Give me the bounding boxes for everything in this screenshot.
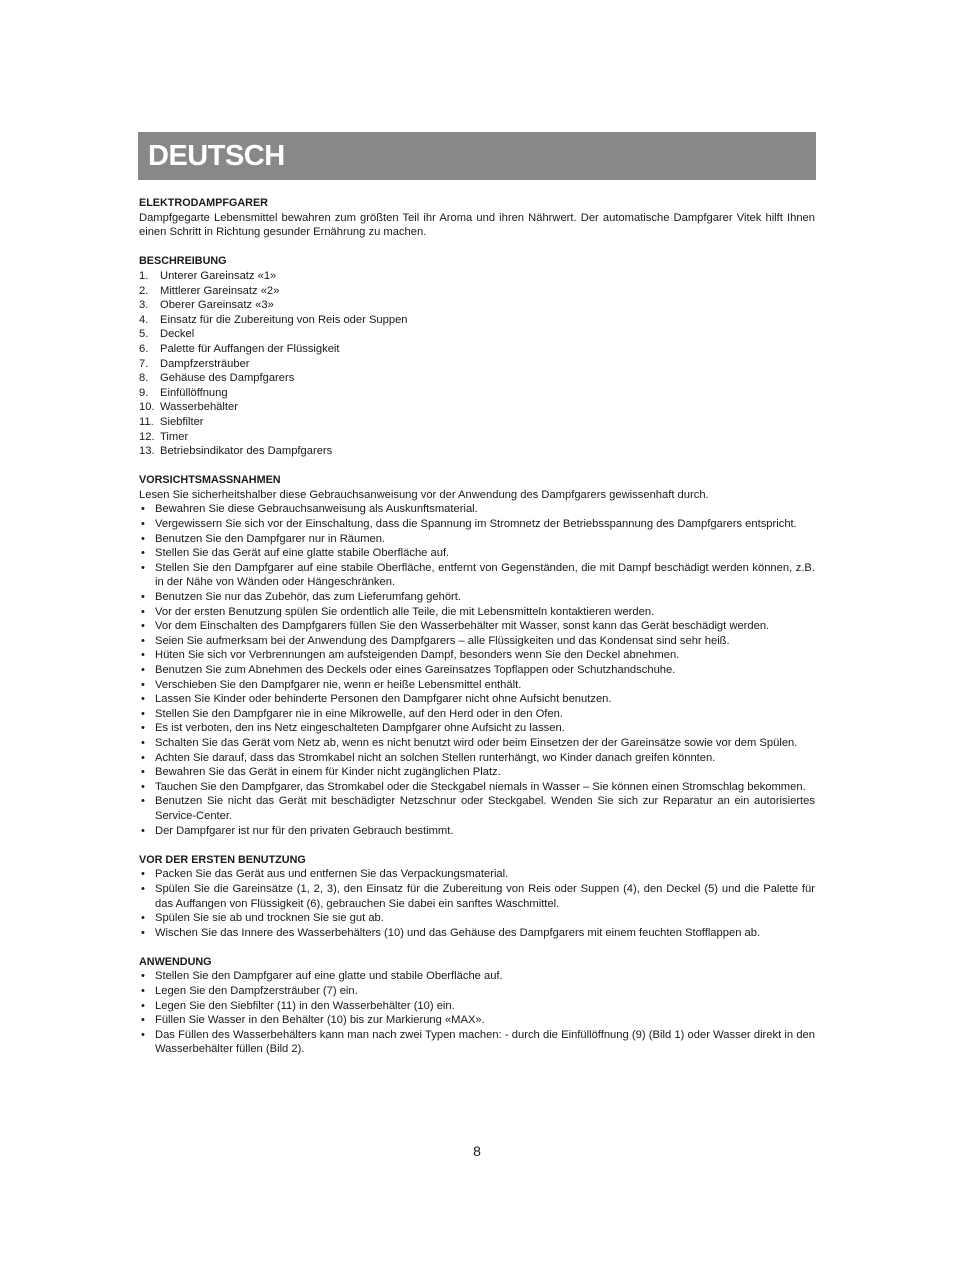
- bullet-icon: •: [141, 591, 145, 604]
- section-heading: VORSICHTSMASSNAHMEN: [139, 474, 281, 487]
- bullet-icon: •: [141, 678, 145, 691]
- item-text: Bewahren Sie das Gerät in einem für Kinder nicht zugänglichen Platz.: [155, 766, 501, 779]
- page-number: 8: [473, 1143, 481, 1159]
- bullet-icon: •: [141, 912, 145, 925]
- bullet-icon: •: [141, 693, 145, 706]
- list-item: [139, 517, 815, 532]
- section-heading: BESCHREIBUNG: [139, 255, 227, 268]
- item-text: Vergewissern Sie sich vor der Einschaltung, dass die Spannung im Stromnetz der Betriebsspannung des Dampfgarers entspricht.: [155, 518, 797, 531]
- list-item: [139, 969, 815, 984]
- list-item: [139, 342, 815, 357]
- list-item: [139, 269, 815, 284]
- item-text: Benutzen Sie nicht das Gerät mit beschädigter Netzschnur oder Steckgabel. Wenden Sie sich zur Reparatur an ein autorisiertes Service-Center.: [155, 795, 815, 822]
- list-item: [139, 882, 815, 911]
- item-number: 9.: [139, 386, 149, 399]
- item-text: Benutzen Sie zum Abnehmen des Deckels oder eines Gareinsatzes Topflappen oder Schutzhandschuhe.: [155, 664, 676, 676]
- item-text: Das Füllen des Wasserbehälters kann man nach zwei Typen machen: - durch die Einfüllöffnung (9) (Bild 1) oder Wasser direkt in den Wasserbehälter füllen (Bild 2).: [155, 1028, 815, 1056]
- item-text: Füllen Sie Wasser in den Behälter (10) bis zur Markierung «MAX».: [155, 1014, 485, 1027]
- bullet-icon: •: [141, 634, 145, 647]
- item-text: Legen Sie den Dampfzersträuber (7) ein.: [155, 985, 358, 998]
- list-item: [139, 357, 815, 372]
- list-item: [139, 327, 815, 342]
- item-text: Timer: [160, 430, 189, 443]
- item-text: Packen Sie das Gerät aus und entfernen Sie das Verpackungsmaterial.: [155, 868, 509, 881]
- item-text: Wasserbehälter: [160, 401, 238, 414]
- item-text: Benutzen Sie nur das Zubehör, das zum Lieferumfang gehört.: [155, 591, 461, 604]
- item-text: Vor der ersten Benutzung spülen Sie ordentlich alle Teile, die mit Lebensmitteln kontaktieren werden.: [155, 605, 655, 618]
- bullet-icon: •: [141, 503, 145, 516]
- list-item: [139, 313, 815, 328]
- bullet-icon: •: [141, 1028, 145, 1041]
- list-item: [139, 663, 815, 678]
- item-number: 4.: [139, 313, 149, 326]
- list-item: [139, 926, 815, 941]
- item-text: Achten Sie darauf, dass das Stromkabel nicht an solchen Stellen runterhängt, wo Kinder danach greifen könnten.: [155, 751, 716, 764]
- item-text: Vor dem Einschalten des Dampfgarers füllen Sie den Wasserbehälter mit Wasser, sonst kann das Gerät beschädigt werden.: [155, 620, 770, 633]
- list-item: [139, 415, 815, 430]
- list-item: [139, 794, 815, 823]
- item-text: Stellen Sie den Dampfgarer nie in eine Mikrowelle, auf den Herd oder in den Ofen.: [155, 707, 563, 720]
- bullet-icon: •: [141, 707, 145, 720]
- bullet-icon: •: [141, 561, 145, 574]
- list-item: [139, 721, 815, 736]
- bullet-icon: •: [141, 780, 145, 793]
- list-item: [139, 284, 815, 299]
- list-item: [139, 634, 815, 649]
- list-item: [139, 1028, 815, 1057]
- item-number: 10.: [139, 401, 155, 414]
- item-text: Es ist verboten, den ins Netz eingeschalteten Dampfgarer ohne Aufsicht zu lassen.: [155, 722, 565, 735]
- item-text: Stellen Sie das Gerät auf eine glatte stabile Oberfläche auf.: [155, 547, 450, 560]
- item-text: Unterer Gareinsatz «1»: [160, 269, 277, 282]
- bullet-icon: •: [141, 518, 145, 531]
- list-item: [139, 590, 815, 605]
- bullet-icon: •: [141, 926, 145, 939]
- list-item: [139, 678, 815, 693]
- first-use-list: [139, 867, 815, 940]
- item-text: Hüten Sie sich vor Verbrennungen am aufsteigenden Dampf, besonders wenn Sie den Deckel abnehmen.: [155, 649, 680, 662]
- item-text: Der Dampfgarer ist nur für den privaten Gebrauch bestimmt.: [155, 824, 454, 837]
- content-body: [139, 196, 815, 1072]
- list-item: [139, 765, 815, 780]
- list-item: [139, 619, 815, 634]
- bullet-icon: •: [141, 824, 145, 837]
- item-text: Betriebsindikator des Dampfgarers: [160, 445, 333, 458]
- item-number: 13.: [139, 445, 155, 458]
- item-number: 7.: [139, 357, 149, 370]
- list-item: [139, 532, 815, 547]
- bullet-icon: •: [141, 664, 145, 676]
- list-item: [139, 911, 815, 926]
- item-number: 8.: [139, 372, 149, 385]
- list-item: [139, 751, 815, 766]
- list-item: [139, 386, 815, 401]
- bullet-icon: •: [141, 999, 145, 1012]
- item-number: 5.: [139, 328, 149, 341]
- item-number: 6.: [139, 342, 149, 355]
- bullet-icon: •: [141, 766, 145, 779]
- item-text: Gehäuse des Dampfgarers: [160, 372, 295, 385]
- item-number: 11.: [139, 415, 154, 428]
- list-item: [139, 546, 815, 561]
- section-usage: [139, 955, 815, 1057]
- item-text: Stellen Sie den Dampfgarer auf eine stabile Oberfläche, entfernt von Gegenständen, die mit Dampf beschädigt werden können, z.B. in der Nähe von Wänden oder Hängeschränken.: [155, 561, 815, 589]
- item-text: Palette für Auffangen der Flüssigkeit: [160, 342, 340, 355]
- bullet-icon: •: [141, 970, 145, 983]
- item-text: Spülen Sie sie ab und trocknen Sie sie gut ab.: [155, 912, 384, 925]
- item-text: Seien Sie aufmerksam bei der Anwendung des Dampfgarers – alle Flüssigkeiten und das Kondensat sind sehr heiß.: [155, 634, 730, 647]
- item-number: 12.: [139, 430, 155, 443]
- parts-list: [139, 269, 815, 459]
- item-text: Bewahren Sie diese Gebrauchsanweisung als Auskunftsmaterial.: [155, 503, 478, 516]
- bullet-icon: •: [141, 722, 145, 735]
- list-item: [139, 502, 815, 517]
- page-title: DEUTSCH: [148, 140, 285, 172]
- precautions-list: [139, 502, 815, 838]
- item-text: Siebfilter: [160, 415, 204, 428]
- intro-paragraph: Dampfgegarte Lebensmittel bewahren zum größten Teil ihr Aroma und ihren Nährwert. Der automatische Dampfgarer Vitek hilft Ihnen einen Schritt in Richtung gesunder Ernährung zu machen.: [139, 211, 815, 239]
- item-text: Einfüllöffnung: [160, 386, 228, 399]
- item-text: Tauchen Sie den Dampfgarer, das Stromkabel oder die Steckgabel niemals in Wasser – Sie können einen Stromschlag bekommen.: [155, 780, 806, 793]
- bullet-icon: •: [141, 736, 145, 749]
- section-heading: ANWENDUNG: [139, 955, 212, 968]
- bullet-icon: •: [141, 620, 145, 633]
- item-text: Stellen Sie den Dampfgarer auf eine glatte und stabile Oberfläche auf.: [155, 970, 503, 983]
- bullet-icon: •: [141, 985, 145, 998]
- usage-list: [139, 969, 815, 1057]
- item-text: Einsatz für die Zubereitung von Reis oder Suppen: [160, 313, 408, 326]
- list-item: [139, 605, 815, 620]
- bullet-icon: •: [141, 882, 145, 895]
- item-text: Oberer Gareinsatz «3»: [160, 299, 274, 312]
- item-text: Schalten Sie das Gerät vom Netz ab, wenn es nicht benutzt wird oder beim Einsetzen der der Gareinsätze sowie vor dem Spülen.: [155, 736, 798, 749]
- list-item: [139, 444, 815, 459]
- list-item: [139, 780, 815, 795]
- item-number: 1.: [139, 269, 149, 282]
- item-text: Lassen Sie Kinder oder behinderte Personen den Dampfgarer nicht ohne Aufsicht benutzen.: [155, 693, 612, 706]
- section-heading: ELEKTRODAMPFGARER: [139, 197, 268, 209]
- item-text: Legen Sie den Siebfilter (11) in den Wasserbehälter (10) ein.: [155, 999, 455, 1012]
- list-item: [139, 707, 815, 722]
- list-item: [139, 824, 815, 839]
- list-item: [139, 371, 815, 386]
- list-item: [139, 298, 815, 313]
- bullet-icon: •: [141, 649, 145, 662]
- bullet-icon: •: [141, 868, 145, 881]
- list-item: [139, 1013, 815, 1028]
- section-first-use: [139, 853, 815, 941]
- bullet-icon: •: [141, 751, 145, 764]
- section-intro: [139, 196, 815, 240]
- list-item: [139, 867, 815, 882]
- bullet-icon: •: [141, 1014, 145, 1027]
- item-text: Wischen Sie das Innere des Wasserbehälters (10) und das Gehäuse des Dampfgarers mit einem feuchten Stofflappen ab.: [155, 926, 761, 939]
- item-text: Verschieben Sie den Dampfgarer nie, wenn er heiße Lebensmittel enthält.: [155, 678, 522, 691]
- precautions-intro: Lesen Sie sicherheitshalber diese Gebrauchsanweisung vor der Anwendung des Dampfgarers gewissenhaft durch.: [139, 488, 709, 501]
- bullet-icon: •: [141, 532, 145, 545]
- section-description: [139, 254, 815, 458]
- list-item: [139, 692, 815, 707]
- bullet-icon: •: [141, 795, 145, 808]
- list-item: [139, 561, 815, 590]
- item-text: Deckel: [160, 328, 195, 341]
- item-number: 3.: [139, 299, 149, 312]
- item-text: Mittlerer Gareinsatz «2»: [160, 284, 280, 297]
- list-item: [139, 648, 815, 663]
- language-banner: [138, 132, 816, 180]
- item-number: 2.: [139, 284, 149, 297]
- bullet-icon: •: [141, 605, 145, 618]
- list-item: [139, 736, 815, 751]
- item-text: Dampfzersträuber: [160, 357, 250, 370]
- list-item: [139, 400, 815, 415]
- section-heading: VOR DER ERSTEN BENUTZUNG: [139, 853, 306, 866]
- item-text: Spülen Sie die Gareinsätze (1, 2, 3), den Einsatz für die Zubereitung von Reis oder Suppen (4), den Deckel (5) und die Palette für das Auffangen von Flüssigkeit (6), gebrauchen Sie dabei ein sanftes Waschmittel.: [155, 882, 815, 910]
- list-item: [139, 999, 815, 1014]
- bullet-icon: •: [141, 547, 145, 560]
- item-text: Benutzen Sie den Dampfgarer nur in Räumen.: [155, 532, 386, 545]
- section-precautions: [139, 473, 815, 838]
- list-item: [139, 984, 815, 999]
- list-item: [139, 430, 815, 445]
